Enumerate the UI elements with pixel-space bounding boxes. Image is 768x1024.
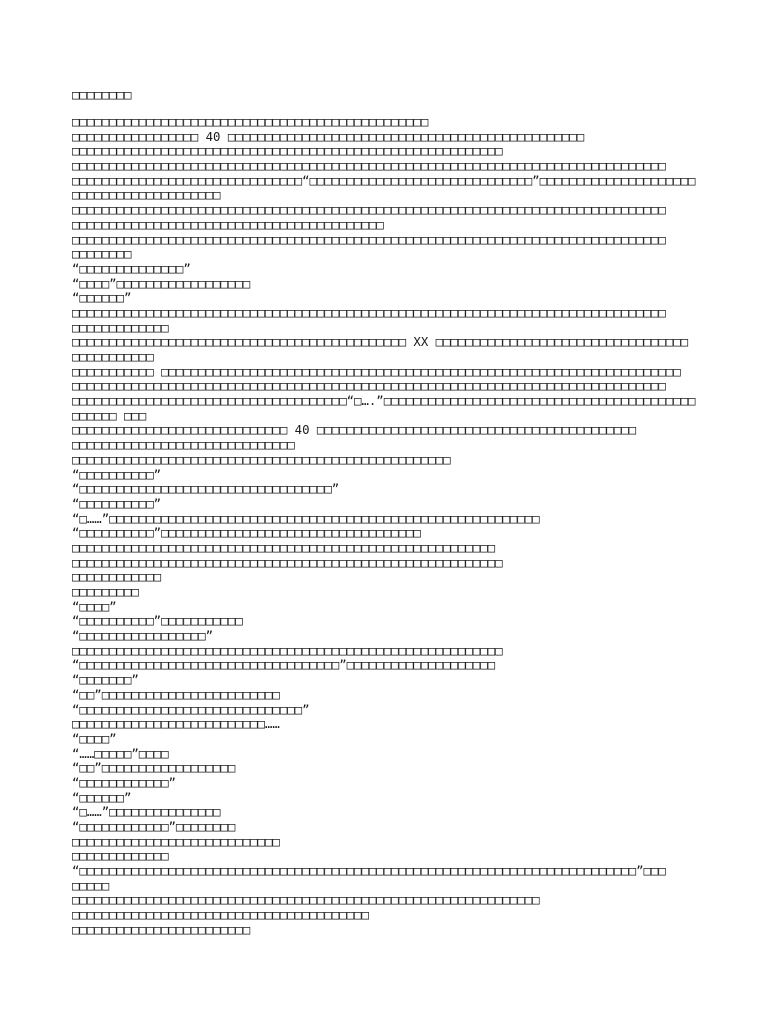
text-line: □□□□□□□□□□□□□□□□□□□□□□□□□□□□□□□□□□□□□□□□□□□□□ XX □□□□□□□□□□□□□□□□□□□□□□□□□□□□□□□□□□ xyxy=(72,335,689,350)
text-line: “□□□□□□□□□□□□□□□□□” xyxy=(72,629,214,644)
text-line: □□□□□□□□□□□□□□□□□□□□□□□□□□□□□□□□□□□□□□□□□□□□□□□□□□□□□□□□□□□□□□□□□□□□□□□□□□□□□□□□ xyxy=(72,159,666,174)
text-line: □□□□□ xyxy=(72,878,110,893)
text-line: “□□”□□□□□□□□□□□□□□□□□□ xyxy=(72,761,236,776)
text-line: □□□□□□□□□□□□□□□□□□□□ xyxy=(72,188,221,203)
text-line: □□□□□□ □□□ xyxy=(72,408,147,423)
text-line: “□□□□□□□□□□□□□□□□□□□□□□□□□□□□□□□□□□□□□□□□□□□□□□□□□□□□□□□□□□□□□□□□□□□□□□□□□□□”□□□ xyxy=(72,864,666,879)
text-line: □□□□□□□□□□□□□□□□□□□□□□□□□□□□□□□“□□□□□□□□□□□□□□□□□□□□□□□□□□□□□□”□□□□□□□□□□□□□□□□□□□□□ xyxy=(72,173,696,188)
text-line: □□□□□□□□□□□□□□□□□□□□□□□□□□□□ xyxy=(72,834,280,849)
text-line: “□□”□□□□□□□□□□□□□□□□□□□□□□□□ xyxy=(72,687,280,702)
text-line: “□□□□□□□□□□□□□□” xyxy=(72,261,191,276)
text-line: □□□□□□□□□□□□□□□□□□□□□□□□□□□□□□□□□□□□□□□□□□□□□□□□□□□ xyxy=(72,452,451,467)
text-line: “□□□□□□□” xyxy=(72,673,139,688)
text-line: “□□□□□□□□□□” xyxy=(72,467,162,482)
text-line: □□□□□□□□ xyxy=(72,247,132,262)
text-line: □□□□□□□□□□□□□□□□□□□□□□□□□□□□□□□□□□□□□□□□□□□□□□□□□□□□□□□□□ xyxy=(72,540,496,555)
text-line: □□□□□□□□□□□□□□□□□□□□□□□□□□□□□□□□□□□□□□□□□□ xyxy=(72,217,384,232)
text-line: □□□□□□□□□□□□□ xyxy=(72,320,169,335)
text-line: □□□□□□□□□□□□□□□□□□□□□□□□□□□□□ 40 □□□□□□□□□□□□□□□□□□□□□□□□□□□□□□□□□□□□□□□□□□□ xyxy=(72,423,637,438)
text-line: □□□□□□□□□□□□□□□□□ 40 □□□□□□□□□□□□□□□□□□□□□□□□□□□□□□□□□□□□□□□□□□□□□□□□ xyxy=(72,129,585,144)
text-line: “□□□□□□□□□□”□□□□□□□□□□□□□□□□□□□□□□□□□□□□□□□□□□□ xyxy=(72,526,421,541)
document-body xyxy=(72,115,752,938)
text-line: “……□□□□□”□□□□ xyxy=(72,746,169,761)
text-line: “□□□□□□□□□□□□□□□□□□□□□□□□□□□□□□□□□□□”□□□□□□□□□□□□□□□□□□□□ xyxy=(72,658,496,673)
text-line: “□□□□□□” xyxy=(72,291,132,306)
text-line: “□□□□□□□□□□” xyxy=(72,496,162,511)
text-line: □□□□□□□□□□□□□□□□□□□□□□□□□□…… xyxy=(72,717,280,732)
text-line: “□□□□□□□□□□”□□□□□□□□□□□ xyxy=(72,614,243,629)
text-line: “□□□□□□” xyxy=(72,790,132,805)
text-line: □□□□□□□□□□□□□□□□□□□□□□□□□□□□□□□□□□□□□□□□□□□□□□□□□□□□□□□□□□□□□□□□□□□□□□□□□□□□□□□□ xyxy=(72,379,666,394)
text-line: “□□□□”□□□□□□□□□□□□□□□□□□ xyxy=(72,276,251,291)
text-line: “□……”□□□□□□□□□□□□□□□□□□□□□□□□□□□□□□□□□□□□□□□□□□□□□□□□□□□□□□□□□□ xyxy=(72,511,540,526)
text-line: □□□□□□□□□□□□□□□□□□□□□□□□□□□□□□□□□□□□□□□□□□□□□□□□□□□□□□□□□□ xyxy=(72,555,503,570)
text-line: □□□□□□□□□□□□□□□□□□□□□□□□□□□□□□□□□□□□□□□□□□□□□□□□□□□□□□□□□□□□□□□□□□□□□□□□□□□□□□□□ xyxy=(72,305,666,320)
text-line: □□□□□□□□□□□□□□□□□□□□□□□□□□□□□□□□□□□□□□□□□□□□□□□□ xyxy=(72,115,429,129)
text-line: □□□□□□□□□□□□□□□□□□□□□□□□□□□□□□□□□□□□□□□□ xyxy=(72,908,369,923)
text-line: “□……”□□□□□□□□□□□□□□□ xyxy=(72,805,221,820)
text-line: □□□□□□□□□□□ xyxy=(72,350,154,364)
text-line: □□□□□□□□□□□□□□□□□□□□□□□□□□□□□□□□□□□□□□□□□□□□□□□□□□□□□□□□□□ xyxy=(72,144,503,159)
text-line: □□□□□□□□□□□□□□□□□□□□□□□□□□□□□□□□□□□□□□□□□□□□□□□□□□□□□□□□□□□□□□□□□□□□□□□□□□□□□□□□ xyxy=(72,232,666,247)
text-line: □□□□□□□□□ xyxy=(72,585,139,599)
text-line: “□□□□□□□□□□□□□□□□□□□□□□□□□□□□□□□□□□” xyxy=(72,482,340,497)
text-line: □□□□□□□□□□□□□□□□□□□□□□□□□□□□□□□□□□□□□□□□□□□□□□□□□□□□□□□□□□□□□□□□□□□□□□□□□□□□□□□□ xyxy=(72,203,666,218)
text-line: “□□□□□□□□□□□□□□□□□□□□□□□□□□□□□□” xyxy=(72,702,310,717)
text-line: □□□□□□□□□□□□□□□□□□□□□□□□ xyxy=(72,922,251,937)
text-line: □□□□□□□□□□□□□ xyxy=(72,849,169,864)
text-line: □□□□□□□□□□□ □□□□□□□□□□□□□□□□□□□□□□□□□□□□□□□□□□□□□□□□□□□□□□□□□□□□□□□□□□□□□□□□□□□□□□ xyxy=(72,364,681,379)
text-line: □□□□□□□□□□□□□□□□□□□□□□□□□□□□□□ xyxy=(72,438,295,453)
text-line: □□□□□□□□□□□□ xyxy=(72,570,162,585)
text-line: “□□□□□□□□□□□□” xyxy=(72,775,176,790)
text-line: “□□□□” xyxy=(72,731,117,746)
text-line: “□□□□” xyxy=(72,599,117,614)
text-line: □□□□□□□□□□□□□□□□□□□□□□□□□□□□□□□□□□□□□□□□□□□□□□□□□□□□□□□□□□□□□□□ xyxy=(72,893,540,908)
text-line: □□□□□□□□□□□□□□□□□□□□□□□□□□□□□□□□□□□□□□□□□□□□□□□□□□□□□□□□□□ xyxy=(72,643,503,658)
text-line: “□□□□□□□□□□□□”□□□□□□□□ xyxy=(72,820,236,834)
page-title: □□□□□□□□ xyxy=(72,88,132,102)
text-line: □□□□□□□□□□□□□□□□□□□□□□□□□□□□□□□□□□□□□“□….”□□□□□□□□□□□□□□□□□□□□□□□□□□□□□□□□□□□□□□□□□□ xyxy=(72,394,696,409)
